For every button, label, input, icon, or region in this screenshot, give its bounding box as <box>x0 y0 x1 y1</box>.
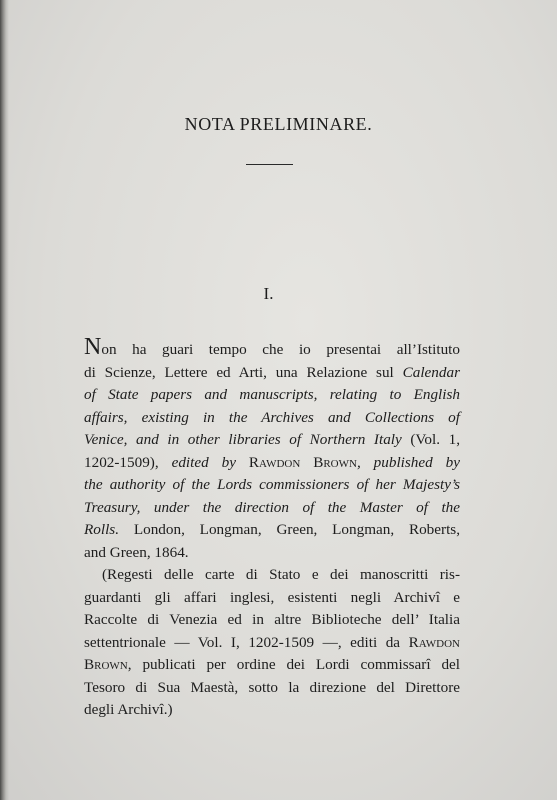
section-number: I. <box>263 284 274 303</box>
text-line: Venice, and in other libraries of Northern Italy (Vol. 1, <box>84 431 461 448</box>
text-line: 1202-1509), edited by Rawdon Brown, published by <box>84 453 460 471</box>
text-line: Brown, publicati per ordine dei Lordi commissarî del <box>84 656 460 673</box>
text-line: of State papers and manuscripts, relating to English <box>84 386 460 403</box>
text-line: guardanti gli affari inglesi, esistenti negli Archivî e <box>84 588 460 606</box>
text-line: degli Archivî.) <box>84 701 173 718</box>
text-line: (Regesti delle carte di Stato e dei manoscritti ris- <box>102 566 460 583</box>
text-line: affairs, existing in the Archives and Collections of <box>84 408 460 426</box>
text-line: Treasury, under the direction of the Master of the <box>84 498 460 516</box>
title-divider <box>246 164 293 165</box>
paragraph-1 <box>84 334 461 564</box>
text-line: Raccolte di Venezia ed in altre Biblioteche dell’ Italia <box>84 611 460 628</box>
paragraph-2 <box>84 564 460 722</box>
text-line: settentrionale — Vol. I, 1202-1509 —, editi da Rawdon <box>84 633 460 651</box>
text-line: di Scienze, Lettere ed Arti, una Relazione sul Calendar <box>84 363 460 381</box>
text-line: Non ha guari tempo che io presentai all’Istituto <box>84 334 460 360</box>
page-title: NOTA PRELIMINARE. <box>184 114 373 134</box>
text-line: and Green, 1864. <box>84 543 189 561</box>
text-line: Rolls. London, Longman, Green, Longman, Roberts, <box>84 521 460 538</box>
drop-capital: N <box>84 334 102 360</box>
text-line: Tesoro di Sua Maestà, sotto la direzione del Direttore <box>84 678 460 696</box>
body-text <box>84 334 461 722</box>
text-line: the authority of the Lords commissioners of her Majesty’s <box>84 476 460 493</box>
